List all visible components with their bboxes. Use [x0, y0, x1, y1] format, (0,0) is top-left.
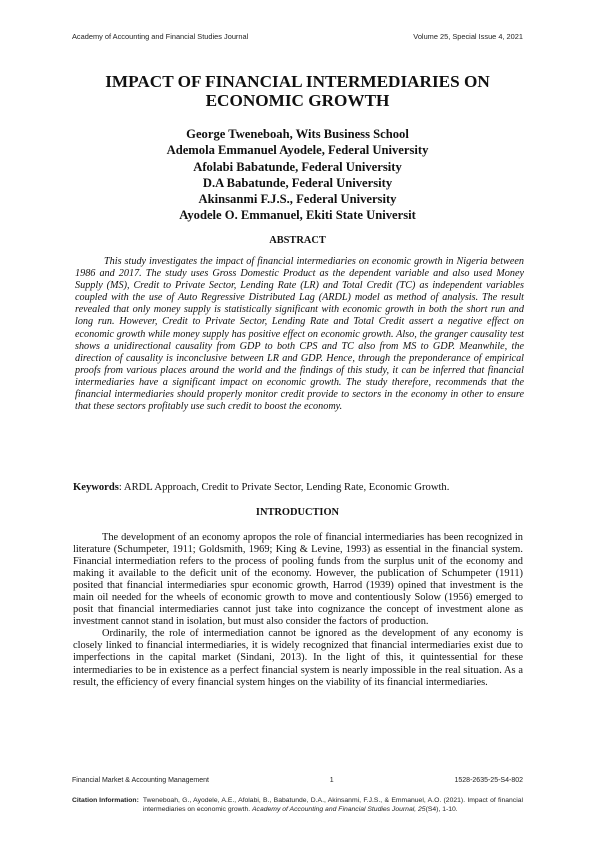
- author-5: Akinsanmi F.J.S., Federal University: [198, 192, 397, 207]
- citation-label: Citation Information:: [72, 797, 139, 804]
- introduction-heading: INTRODUCTION: [255, 507, 340, 518]
- paper-title: [60, 72, 535, 110]
- title-line-2: ECONOMIC GROWTH: [205, 91, 390, 110]
- intro-paragraph-2: Ordinarily, the role of intermediation cannot be ignored as the development of any economy is closely linked to financial intermediaries, it is widely recognized that financial intermediaries exist due to imperfections in the capital market (Sindani, 2013). In the light of this, it quintessential for these intermediaries to be in existence as a perfect financial system is nearly impossible in the real situation. As a result, the efficiency of every financial system hinges on the viability of its financial intermediaries.: [73, 628, 523, 688]
- author-6: Ayodele O. Emmanuel, Ekiti State Universit: [179, 208, 416, 223]
- article-id: 1528-2635-25-S4-802: [454, 777, 523, 784]
- intro-paragraph-1: The development of an economy apropos the role of financial intermediaries has been recognized in literature (Schumpeter, 1911; Goldsmith, 1969; King & Levine, 1993) as essential in the financial system. Financial intermediation refers to the process of pooling funds from the surplus unit of the economy and making it available to the deficit unit of the economy. However, the publication of Schumpeter (1911) posited that financial intermediaries spur economic growth, Harrod (1939) opined that investment is the main oil needed for the wheels of economic growth to move and contentiously Solow (1956) emerged to posit that financial intermediaries cannot just take into cognizance the concept of investment alone as investment cannot stand in isolation, but must also consider the factors of production.: [73, 532, 523, 628]
- page-footer: [72, 777, 523, 784]
- citation-body: Tweneboah, G., Ayodele, A.E., Afolabi, B., Babatunde, D.A., Akinsanmi, F.J.S., & Emmanuel, A.O. (2021). Impact of financial intermediaries on economic growth.: [142, 797, 523, 813]
- keywords: [73, 482, 523, 493]
- abstract-heading: ABSTRACT: [269, 235, 326, 246]
- page-number: 1: [329, 777, 334, 784]
- author-list: [60, 126, 535, 224]
- keywords-label: Keywords: [73, 482, 119, 493]
- journal-name: Academy of Accounting and Financial Studies Journal: [72, 32, 249, 41]
- citation-journal: Academy of Accounting and Financial Studies Journal, 25: [252, 806, 426, 813]
- footer-journal: Financial Market & Accounting Management: [72, 777, 209, 784]
- issue-info: Volume 25, Special Issue 4, 2021: [413, 32, 523, 41]
- author-2: Ademola Emmanuel Ayodele, Federal University: [166, 143, 429, 158]
- author-4: D.A Babatunde, Federal University: [202, 175, 393, 190]
- citation-text: [143, 796, 523, 814]
- introduction-body: [73, 532, 523, 689]
- citation-info: [72, 796, 523, 814]
- abstract-text: This study investigates the impact of financial intermediaries on economic growth in Nigeria between 1986 and 2017. The study uses Gross Domestic Product as the dependent variable and also used Money Supply (MS), Credit to Private Sector, Lending Rate (LR) and Total Credit (TC) as independent variables coupled with the use of Auto Regressive Distributed Lag (ARDL) model as method of analysis. The result revealed that only money supply is statistically significant with economic growth in both the short run and long run. However, Credit to Private Sector, Lending Rate and Total Credit assert a negative effect on economic growth while money supply has positive effect on economic growth. Also, the granger causality test shows a unidirectional causality from GDP to both CPS and TC also from MS to GDP. Meanwhile, the direction of causality is inconclusive between LR and GDP. Hence, through the preponderance of empirical proofs from various places around the world and the findings of this study, it can be inferred that financial intermediaries have a significant impact on economic growth. The study therefore, recommends that the financial intermediaries should properly monitor credit provide to sectors in the economy in other to ensure that these sectors profitably use such credit to boost the economy.: [75, 256, 524, 413]
- citation-end: (S4), 1-10.: [425, 806, 458, 813]
- running-header: [72, 32, 523, 41]
- author-3: Afolabi Babatunde, Federal University: [193, 159, 402, 174]
- keywords-text: : ARDL Approach, Credit to Private Sector, Lending Rate, Economic Growth.: [118, 482, 450, 493]
- author-1: George Tweneboah, Wits Business School: [186, 127, 409, 141]
- title-line-1: IMPACT OF FINANCIAL INTERMEDIARIES ON: [105, 72, 490, 91]
